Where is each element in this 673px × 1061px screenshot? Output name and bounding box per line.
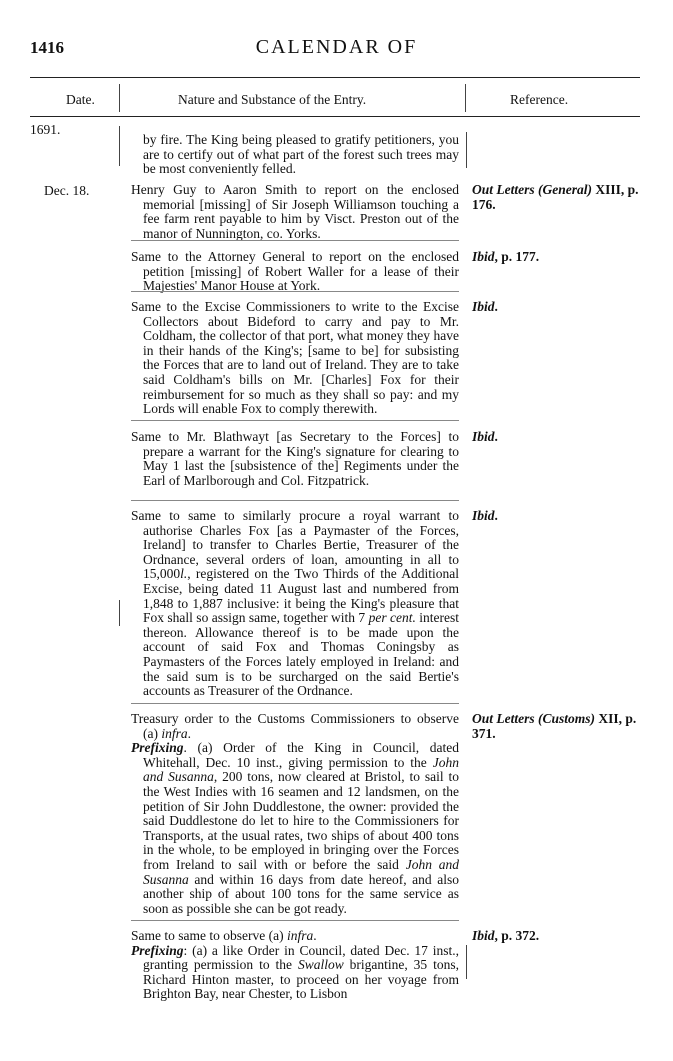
margin-bar: [466, 132, 467, 168]
entry-text: Same to the Attorney General to report on the enclosed petition [missing] of Robert Waller for a lease of their Majesties' Manor House at York.: [131, 249, 459, 294]
margin-bar: [119, 126, 120, 166]
reference-tail: .: [494, 508, 498, 523]
reference-4: [472, 430, 647, 445]
entry-1: [131, 183, 459, 241]
column-divider-left: [119, 84, 120, 112]
entry-separator: [131, 500, 459, 501]
entry-separator: [131, 920, 459, 921]
entry-3: [131, 300, 459, 417]
entry-heading: [131, 712, 459, 741]
entry-separator: [131, 240, 459, 241]
per-cent: per cent.: [368, 610, 416, 626]
entry-text: [131, 509, 459, 699]
header-bottom-rule: [30, 116, 640, 117]
entry-6: [131, 712, 459, 916]
prefixing-label: Prefixing: [131, 942, 184, 958]
entry-5: [131, 509, 459, 699]
reference-title: Ibid: [472, 508, 495, 523]
year-label: 1691.: [30, 122, 61, 137]
date-dec-18: Dec. 18.: [44, 183, 90, 198]
entry-text-part: Treasury order to the Customs Commissioners to observe (a): [131, 711, 459, 741]
entry-text-part: infra: [161, 725, 188, 741]
entry-text-part: interest thereon. Allowance thereof is to be made upon the account of said Fox and Thomas Coningsby as Paymasters of the Forces lately employed in Ireland: and the said sum is to be surcharged on the said Bertie's accounts as Treasurer of the Ordnance.: [143, 610, 459, 699]
margin-bar: [466, 945, 467, 979]
entry-text-part: .: [187, 725, 191, 741]
entry-text-part: : (a) a like Order in Council, dated Dec. 17 inst., granting permission to the: [143, 942, 459, 973]
reference-tail: .: [494, 429, 498, 444]
reference-2: [472, 250, 647, 265]
reference-title: Out Letters (General): [472, 182, 592, 197]
entry-text-part: . (a) Order of the King in Council, dated Whitehall, Dec. 10 inst., giving permission to the: [143, 740, 459, 770]
page-number: 1416: [30, 38, 64, 57]
entry-separator: [131, 420, 459, 421]
reference-tail: , p. 372.: [494, 928, 540, 943]
entry-text-part: , 200 tons, now cleared at Bristol, to sail to the West Indies with 16 seamen and 12 landsmen, on the petition of Sir John Duddlestone, the owner: provided the said Duddlestone do let to hire to the Commissioners for Transports, at the usual rates, two ships of about 400 tons in the whole, to be employed in bringing over the Forces from Ireland to sail with or before the said: [143, 769, 459, 872]
header-top-rule: [30, 77, 640, 78]
prefixing-label: Prefixing: [131, 740, 184, 756]
entry-text-part: Same to same to similarly procure a royal warrant to authorise Charles Fox [as a Paymaster of the Forces, Ireland] to transfer to Charles Bertie, Treasurer of the Ordnance, several orders of loan, amounting in all to 15,000: [131, 508, 459, 582]
ship-name: John and Susanna: [143, 856, 459, 887]
column-head-nature: Nature and Substance of the Entry.: [178, 92, 367, 107]
entry-separator: [131, 291, 459, 292]
margin-bar: [119, 600, 120, 626]
entry-prefixing: [131, 944, 459, 1002]
entry-text: Henry Guy to Aaron Smith to report on the enclosed memorial [missing] of Sir Joseph Williamson touching a fee farm rent payable to him by Visct. Preston out of the manor of Nunnington, co. Yorks.: [131, 182, 459, 241]
entry-text-part: , registered on the Two Thirds of the Additional Excise, being dated 11 August last and numbered from 1,848 to 1,887 inclusive: it being the King's pleasure that Fox shall so assign same, together with 7: [143, 566, 459, 626]
running-head: CALENDAR OF: [255, 36, 418, 58]
entry-text-part: brigantine, 35 tons, Richard Hinton master, to proceed on her voyage from Brighton Bay, near Chester, to Lisbon: [143, 957, 459, 1002]
pound-abbrev: l.: [180, 566, 188, 582]
entry-text: Same to Mr. Blathwayt [as Secretary to the Forces] to prepare a warrant for the King's signature for clearing to May 1 last the [subsistence of the] Regiments under the Earl of Marlborough and Col. Fitzpatrick.: [131, 429, 459, 488]
entry-heading: [131, 929, 459, 944]
entry-text-part: infra: [286, 928, 314, 943]
entry-text-part: .: [313, 928, 317, 943]
reference-7: [472, 929, 647, 944]
reference-title: Ibid: [472, 429, 495, 444]
entry-continuation: [131, 133, 459, 177]
column-divider-right: [465, 84, 466, 112]
entry-2: [131, 250, 459, 294]
entry-text-part: and within 16 days from date hereof, and also another ship of about 100 tons for the same service as soon as possible she can be got ready.: [143, 871, 459, 916]
reference-5: [472, 509, 647, 524]
ship-name: Swallow: [297, 957, 344, 973]
column-head-date: Date.: [66, 92, 95, 107]
entry-text: Same to the Excise Commissioners to write to the Excise Collectors about Bideford to carry and pay to Mr. Coldham, the collector of that port, what money they have in their hands of the King's; [same to be] for subsisting the Forces that are to land out of Ireland. They are to take said Coldham's bills on Mr. [Charles] Fox for their reimbursement for so much as they shall so pay: and my Lords will enable Fox to comply therewith.: [131, 299, 459, 417]
column-head-reference: Reference.: [510, 92, 569, 107]
reference-title: Ibid: [472, 299, 495, 314]
entry-text-part: Same to same to observe (a): [131, 928, 287, 943]
reference-tail: XII, p. 371.: [472, 711, 637, 741]
entry-text: by fire. The King being pleased to gratify petitioners, you are to certify out of what part of the forest such trees may be most conveniently felled.: [143, 132, 459, 177]
reference-title: Out Letters (Customs): [472, 711, 596, 726]
entry-separator: [131, 703, 459, 704]
entry-prefixing: [131, 741, 459, 916]
reference-tail: , p. 177.: [494, 249, 540, 264]
entry-7: [131, 929, 459, 1002]
reference-tail: .: [494, 299, 498, 314]
ship-name: John and Susanna: [143, 754, 459, 785]
reference-3: [472, 300, 647, 315]
entry-4: [131, 430, 459, 488]
reference-6: [472, 712, 647, 741]
reference-1: [472, 183, 647, 212]
reference-tail: XIII, p. 176.: [472, 182, 639, 212]
reference-title: Ibid: [472, 928, 495, 943]
reference-title: Ibid: [472, 249, 495, 264]
